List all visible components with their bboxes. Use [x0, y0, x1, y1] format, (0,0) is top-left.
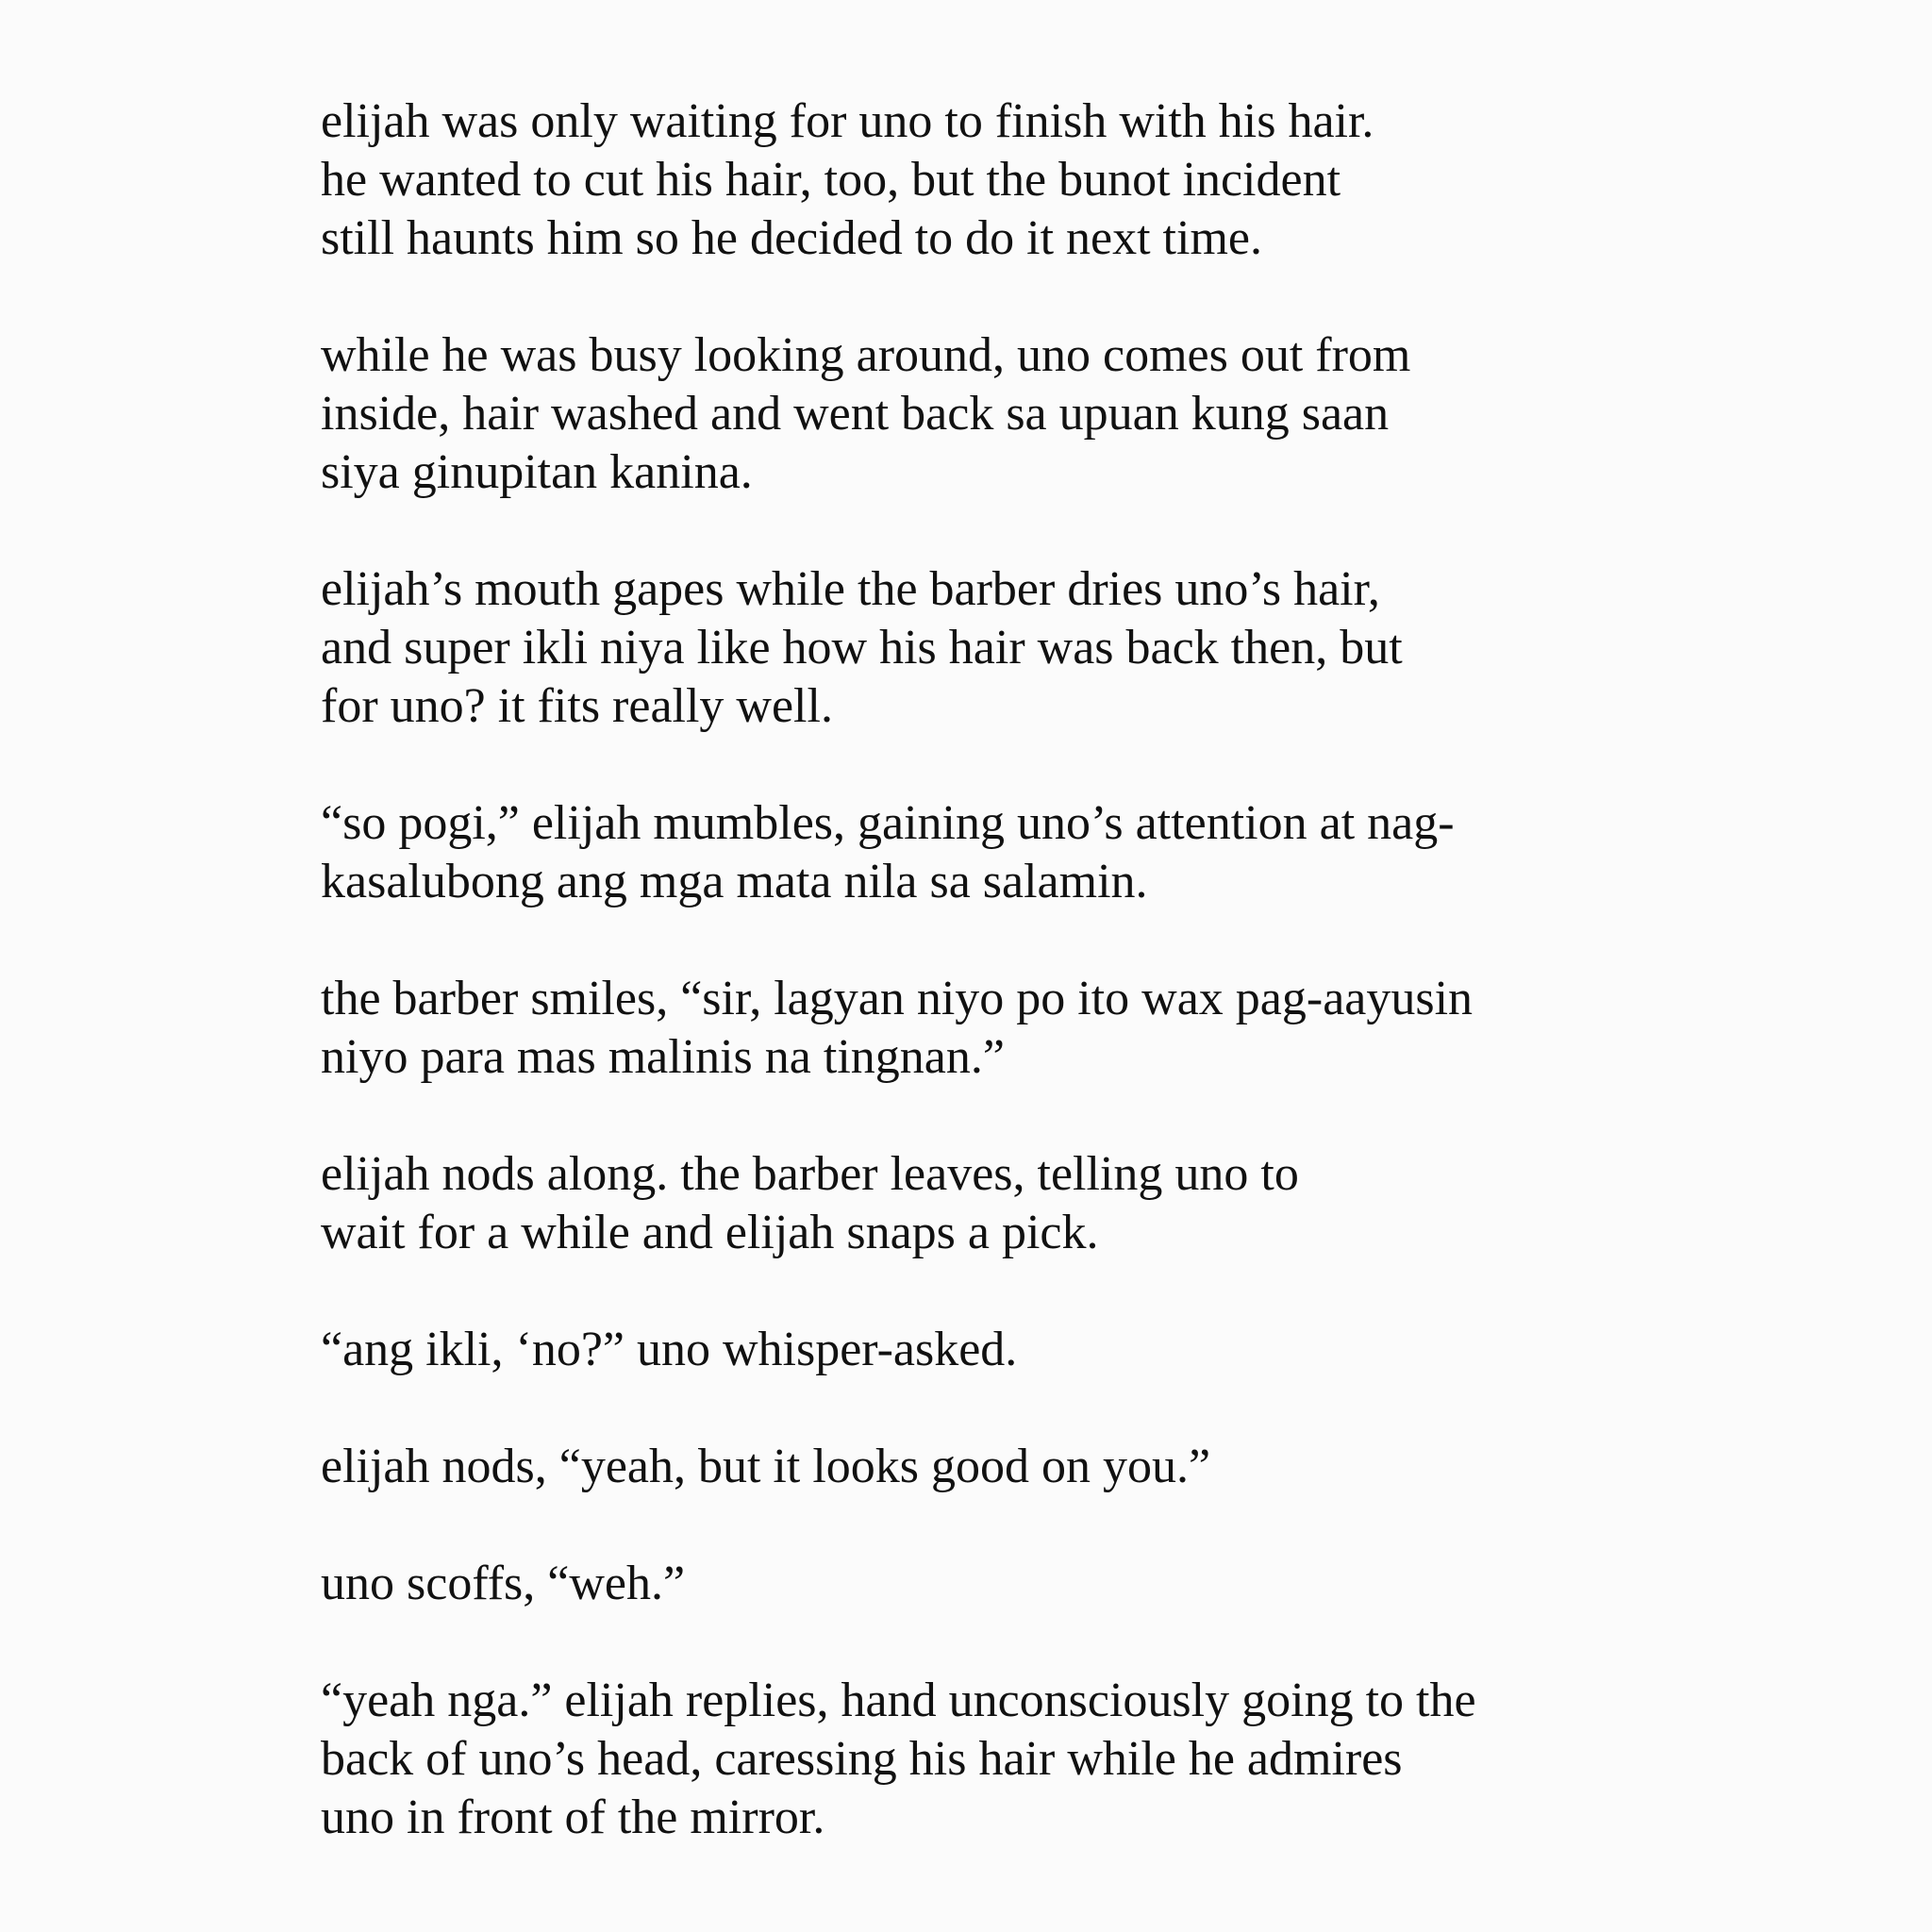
text-line: wait for a while and elijah snaps a pick. [321, 1206, 1099, 1259]
text-line: uno scoffs, “weh.” [321, 1557, 686, 1610]
text-line: elijah nods along. the barber leaves, telling uno to [321, 1147, 1299, 1201]
text-line: back of uno’s head, caressing his hair while he admires [321, 1732, 1403, 1786]
text-line: for uno? it fits really well. [321, 679, 833, 733]
text-line: elijah nods, “yeah, but it looks good on you.” [321, 1440, 1211, 1493]
paragraph [321, 1321, 1660, 1379]
text-line: “ang ikli, ‘no?” uno whisper-asked. [321, 1323, 1018, 1376]
text-line: and super ikli niya like how his hair was back then, but [321, 621, 1403, 675]
text-line: he wanted to cut his hair, too, but the bunot incident [321, 153, 1341, 207]
story-text [321, 92, 1660, 1906]
text-line: “yeah nga.” elijah replies, hand unconsciously going to the [321, 1674, 1476, 1727]
paragraph [321, 1555, 1660, 1613]
paragraph [321, 1672, 1660, 1847]
text-line: siya ginupitan kanina. [321, 445, 753, 499]
paragraph [321, 92, 1660, 268]
paragraph [321, 970, 1660, 1087]
text-line: while he was busy looking around, uno comes out from [321, 328, 1411, 382]
paragraph [321, 1438, 1660, 1496]
text-line: still haunts him so he decided to do it next time. [321, 211, 1262, 265]
text-line: “so pogi,” elijah mumbles, gaining uno’s attention at nag- [321, 796, 1455, 850]
text-line: inside, hair washed and went back sa upuan kung saan [321, 387, 1390, 441]
paragraph [321, 560, 1660, 736]
text-line: elijah’s mouth gapes while the barber dries uno’s hair, [321, 562, 1380, 616]
text-line: uno in front of the mirror. [321, 1790, 825, 1844]
text-line: niyo para mas malinis na tingnan.” [321, 1030, 1005, 1084]
paragraph [321, 794, 1660, 911]
text-line: elijah was only waiting for uno to finish with his hair. [321, 94, 1374, 148]
text-line: the barber smiles, “sir, lagyan niyo po ito wax pag-aayusin [321, 972, 1474, 1025]
paragraph [321, 1145, 1660, 1262]
paragraph [321, 326, 1660, 502]
text-line: kasalubong ang mga mata nila sa salamin. [321, 855, 1148, 908]
